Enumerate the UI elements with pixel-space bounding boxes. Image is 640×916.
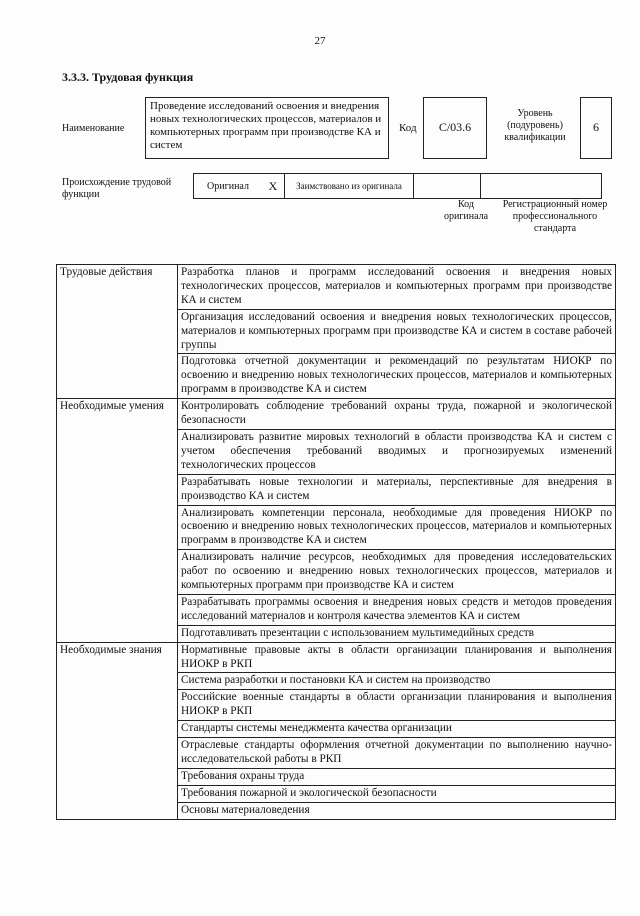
item-cell: Анализировать наличие ресурсов, необходимых для проведения исследовательских работ по освоению и внедрению новых технологических процессов, материалов и компьютерных программ при производстве КА и систем [178, 550, 616, 595]
item-cell: Основы материаловедения [178, 802, 616, 819]
reg-number-cell [481, 174, 602, 199]
category-cell: Трудовые действия [57, 265, 178, 399]
item-cell: Подготавливать презентации с использованием мультимедийных средств [178, 625, 616, 642]
function-name-box: Проведение исследований освоения и внедрения новых технологических процессов, материалов и компьютерных программ при производстве КА и систем [145, 97, 389, 159]
item-cell: Нормативные правовые акты в области организации планирования и выполнения НИОКР в РКП [178, 642, 616, 673]
original-label: Оригинал [194, 174, 263, 199]
item-cell: Система разработки и постановки КА и систем на производство [178, 673, 616, 690]
code-label: Код [399, 122, 417, 134]
origin-table [193, 173, 602, 199]
item-cell: Разработка планов и программ исследований освоения и внедрения новых технологических процессов, материалов и компьютерных программ при производстве КА и систем [178, 265, 616, 310]
item-cell: Анализировать развитие мировых технологий в области производства КА и систем с учетом обеспечения требований вводимых и прогнозируемых изменений технологических процессов [178, 429, 616, 474]
item-cell: Отраслевые стандарты оформления отчетной документации по выполнению научно-исследовательской работы в РКП [178, 738, 616, 769]
item-cell: Анализировать компетенции персонала, необходимые для проведения НИОКР по освоению и внедрению новых технологических процессов, материалов и компьютерных программ в производстве КА и систем [178, 505, 616, 550]
section-title: 3.3.3. Трудовая функция [62, 70, 194, 84]
item-cell: Подготовка отчетной документации и рекомендаций по результатам НИОКР по освоению и внедрению новых технологических процессов, материалов и компьютерных программ в производстве КА и систем [178, 354, 616, 399]
item-cell: Разрабатывать новые технологии и материалы, перспективные для внедрения в производство КА и систем [178, 474, 616, 505]
level-value-box: 6 [580, 97, 612, 159]
page-number: 27 [314, 35, 326, 47]
borrowed-label: Заимствовано из оригинала [285, 174, 414, 199]
item-cell: Организация исследований освоения и внедрения новых технологических процессов, материалов и компьютерных программ при производстве КА и систем в составе рабочей группы [178, 309, 616, 354]
origin-label: Происхождение трудовой функции [62, 177, 172, 200]
level-label: Уровень (подуровень) квалификации [504, 108, 566, 143]
item-cell: Контролировать соблюдение требований охраны труда, пожарной и экологической безопасности [178, 399, 616, 430]
original-mark: X [262, 174, 285, 199]
item-cell: Разрабатывать программы освоения и внедрения новых средств и методов проведения исследований материалов и контроля качества элементов КА и систем [178, 594, 616, 625]
table-row [57, 265, 616, 310]
item-cell: Требования охраны труда [178, 768, 616, 785]
name-label: Наименование [62, 123, 125, 134]
table-row [57, 642, 616, 673]
labor-function-table [56, 264, 616, 820]
category-cell: Необходимые умения [57, 399, 178, 643]
origin-code-cell [414, 174, 481, 199]
table-row [57, 399, 616, 430]
origin-code-label: Код оригинала [443, 199, 489, 222]
item-cell: Стандарты системы менеджмента качества организации [178, 721, 616, 738]
item-cell: Российские военные стандарты в области организации планирования и выполнения НИОКР в РКП [178, 690, 616, 721]
function-code-box: C/03.6 [423, 97, 487, 159]
reg-number-label: Регистрационный номер профессионального стандарта [502, 199, 608, 234]
category-cell: Необходимые знания [57, 642, 178, 819]
item-cell: Требования пожарной и экологической безопасности [178, 785, 616, 802]
